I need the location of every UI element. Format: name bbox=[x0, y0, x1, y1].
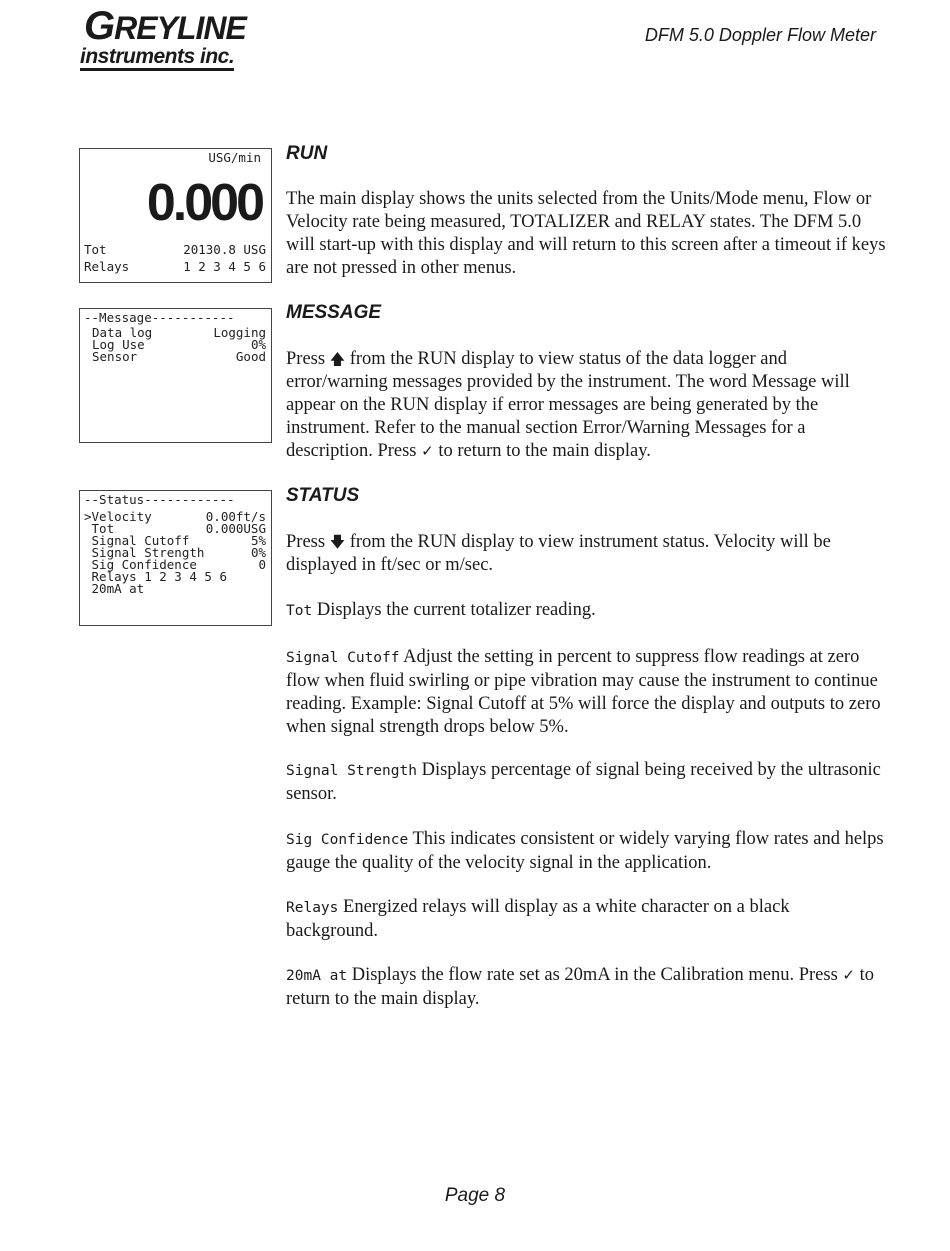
item-term: 20mA at bbox=[286, 968, 348, 984]
document-title: DFM 5.0 Doppler Flow Meter bbox=[644, 25, 876, 45]
message-description: Press 🡅 from the RUN display to view status of the data logger and error/warning messages provided by the instrument. The word Message will appear on the RUN display if error messages are being generated by the instrument. Refer to the manual section Error/Warning Messages for a description. Press ✓ to return to the main display. bbox=[286, 349, 850, 461]
status-row: 20mA at bbox=[84, 581, 145, 596]
message-row: Sensor Good bbox=[92, 349, 266, 364]
status-heading: STATUS bbox=[286, 485, 360, 506]
sig-confidence-item: Sig Confidence This indicates consistent or widely varying flow rates and helps gauge the quality of the velocity signal in the application. bbox=[286, 829, 884, 873]
message-display-screen bbox=[79, 308, 272, 443]
units-label: USG/min bbox=[208, 150, 261, 165]
logo-wordmark: GREYLINE bbox=[84, 4, 246, 48]
status-display-screen bbox=[79, 490, 272, 626]
status-row: Sig Confidence 0 bbox=[84, 557, 266, 572]
status-row: Relays 1 2 3 4 5 6 bbox=[84, 569, 227, 584]
status-header: --Status------------ bbox=[84, 492, 235, 507]
run-heading: RUN bbox=[286, 143, 328, 164]
signal-strength-item: Signal Strength Displays percentage of signal being received by the ultrasonic sensor. bbox=[286, 760, 881, 804]
status-row: Signal Cutoff 5% bbox=[84, 533, 266, 548]
20ma-item: 20mA at Displays the flow rate set as 20mA in the Calibration menu. Press ✓ to return to the main display. bbox=[286, 965, 875, 1009]
signal-cutoff-item: Signal Cutoff Adjust the setting in percent to suppress flow readings at zero flow when fluid swirling or pipe vibration may cause the instrument to continue reading. Example: Signal Cutoff at 5% will force the display and outputs to zero when signal strength drops below 5%. bbox=[286, 647, 881, 737]
flow-rate-value: 0.000 bbox=[146, 174, 262, 232]
item-term: Signal Strength bbox=[286, 763, 417, 779]
logo-subtitle: instruments inc. bbox=[80, 46, 234, 71]
up-arrow-icon: 🡅 bbox=[329, 350, 346, 368]
item-term: Signal Cutoff bbox=[286, 650, 400, 666]
tot-row: Tot 20130.8 USG bbox=[84, 242, 266, 257]
status-row: >Velocity 0.00ft/s bbox=[84, 509, 266, 524]
relays-row: Relays 1 2 3 4 5 6 bbox=[84, 259, 266, 274]
message-row: Data log Logging bbox=[92, 325, 266, 340]
status-description: Press 🡇 from the RUN display to view instrument status. Velocity will be displayed in ft/sec or m/sec. bbox=[286, 532, 831, 575]
run-display-screen bbox=[79, 148, 272, 283]
check-icon: ✓ bbox=[421, 442, 434, 460]
check-icon: ✓ bbox=[842, 966, 855, 984]
item-term: Tot bbox=[286, 603, 313, 619]
message-header: --Message----------- bbox=[84, 310, 235, 325]
relays-item: Relays Energized relays will display as a white character on a black background. bbox=[286, 897, 790, 941]
run-description: The main display shows the units selected from the Units/Mode menu, Flow or Velocity rate being measured, TOTALIZER and RELAY states. The DFM 5.0 will start-up with this display and will return to this screen after a timeout if keys are not pressed in other menus. bbox=[286, 189, 886, 278]
status-row: Signal Strength 0% bbox=[84, 545, 266, 560]
item-term: Sig Confidence bbox=[286, 832, 409, 848]
item-term: Relays bbox=[286, 900, 339, 916]
status-row: Tot 0.000USG bbox=[84, 521, 266, 536]
message-row: Log Use 0% bbox=[92, 337, 266, 352]
down-arrow-icon: 🡇 bbox=[329, 533, 346, 551]
tot-item: Tot Displays the current totalizer reading. bbox=[286, 600, 596, 620]
page-number: Page 8 bbox=[444, 1185, 506, 1206]
message-heading: MESSAGE bbox=[286, 302, 382, 323]
greyline-logo bbox=[80, 6, 270, 74]
